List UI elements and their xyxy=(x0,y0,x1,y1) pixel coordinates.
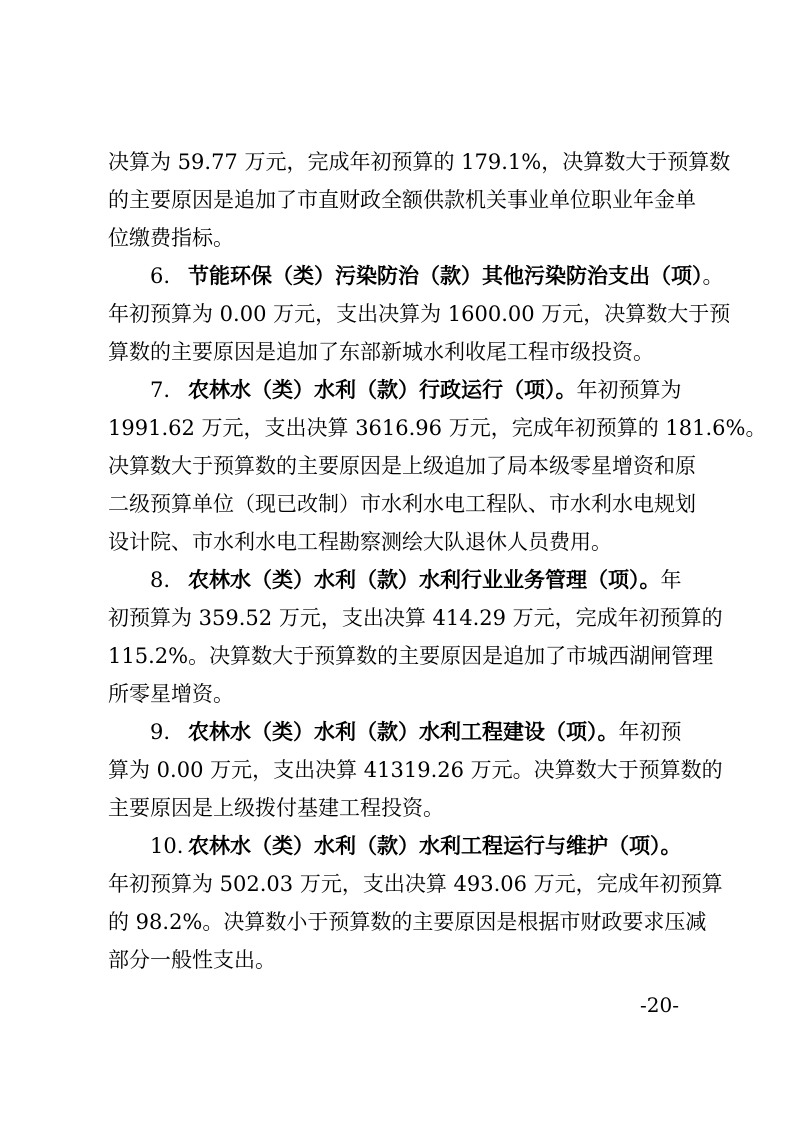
body-line: 决算为 59.77 万元，完成年初预算的 179.1%，决算数大于预算数 xyxy=(108,150,731,174)
body-line: 的主要原因是追加了市直财政全额供款机关事业单位职业年金单 xyxy=(108,188,696,212)
item-heading-rest: 年初预 xyxy=(618,720,682,744)
item-heading-rest: 。 xyxy=(702,264,724,288)
body-line: 初预算为 359.52 万元，支出决算 414.29 万元，完成年初预算的 xyxy=(108,606,723,630)
body-line: 1991.62 万元，支出决算 3616.96 万元，完成年初预算的 181.6%。 xyxy=(108,416,767,440)
item-number: 7. xyxy=(150,378,171,402)
body-line: 算数的主要原因是追加了东部新城水利收尾工程市级投资。 xyxy=(108,340,654,364)
item-heading-line xyxy=(150,827,710,865)
item-number: 8. xyxy=(150,568,171,592)
body-line: 二级预算单位（现已改制）市水利水电工程队、市水利水电规划 xyxy=(108,492,696,516)
body-line: 所零星增资。 xyxy=(108,682,234,706)
body-line: 115.2%。决算数大于预算数的主要原因是追加了市城西湖闸管理 xyxy=(108,644,714,668)
item-heading-line xyxy=(150,713,710,751)
body-line: 的 98.2%。决算数小于预算数的主要原因是根据市财政要求压减 xyxy=(108,910,707,934)
item-heading-line xyxy=(150,371,710,409)
body-line: 算为 0.00 万元，支出决算 41319.26 万元。决算数大于预算数的 xyxy=(108,758,723,782)
item-heading: 节能环保（类）污染防治（款）其他污染防治支出（项） xyxy=(188,263,703,288)
item-number: 6. xyxy=(150,264,171,288)
item-heading: 农林水（类）水利（款）水利工程运行与维护（项）。 xyxy=(188,833,682,858)
body-line: 决算数大于预算数的主要原因是上级追加了局本级零星增资和原 xyxy=(108,454,696,478)
body-line: 主要原因是上级拨付基建工程投资。 xyxy=(108,796,444,820)
item-heading-rest: 年初预算为 xyxy=(576,378,682,402)
item-heading: 农林水（类）水利（款）行政运行（项）。 xyxy=(188,377,577,402)
item-number: 9. xyxy=(150,720,171,744)
body-line: 设计院、市水利水电工程勘察测绘大队退休人员费用。 xyxy=(108,530,612,554)
item-heading-line xyxy=(150,257,724,295)
item-heading: 农林水（类）水利（款）水利行业业务管理（项）。 xyxy=(188,567,661,592)
body-line: 年初预算为 0.00 万元，支出决算为 1600.00 万元，决算数大于预 xyxy=(108,302,731,326)
page-number: -20- xyxy=(640,993,679,1017)
item-heading: 农林水（类）水利（款）水利工程建设（项）。 xyxy=(188,719,619,744)
item-number: 10. xyxy=(150,834,184,858)
body-line: 部分一般性支出。 xyxy=(108,948,276,972)
body-line: 年初预算为 502.03 万元，支出决算 493.06 万元，完成年初预算 xyxy=(108,872,723,896)
body-line: 位缴费指标。 xyxy=(108,226,234,250)
item-heading-rest: 年 xyxy=(660,568,682,592)
item-heading-line xyxy=(150,561,710,599)
